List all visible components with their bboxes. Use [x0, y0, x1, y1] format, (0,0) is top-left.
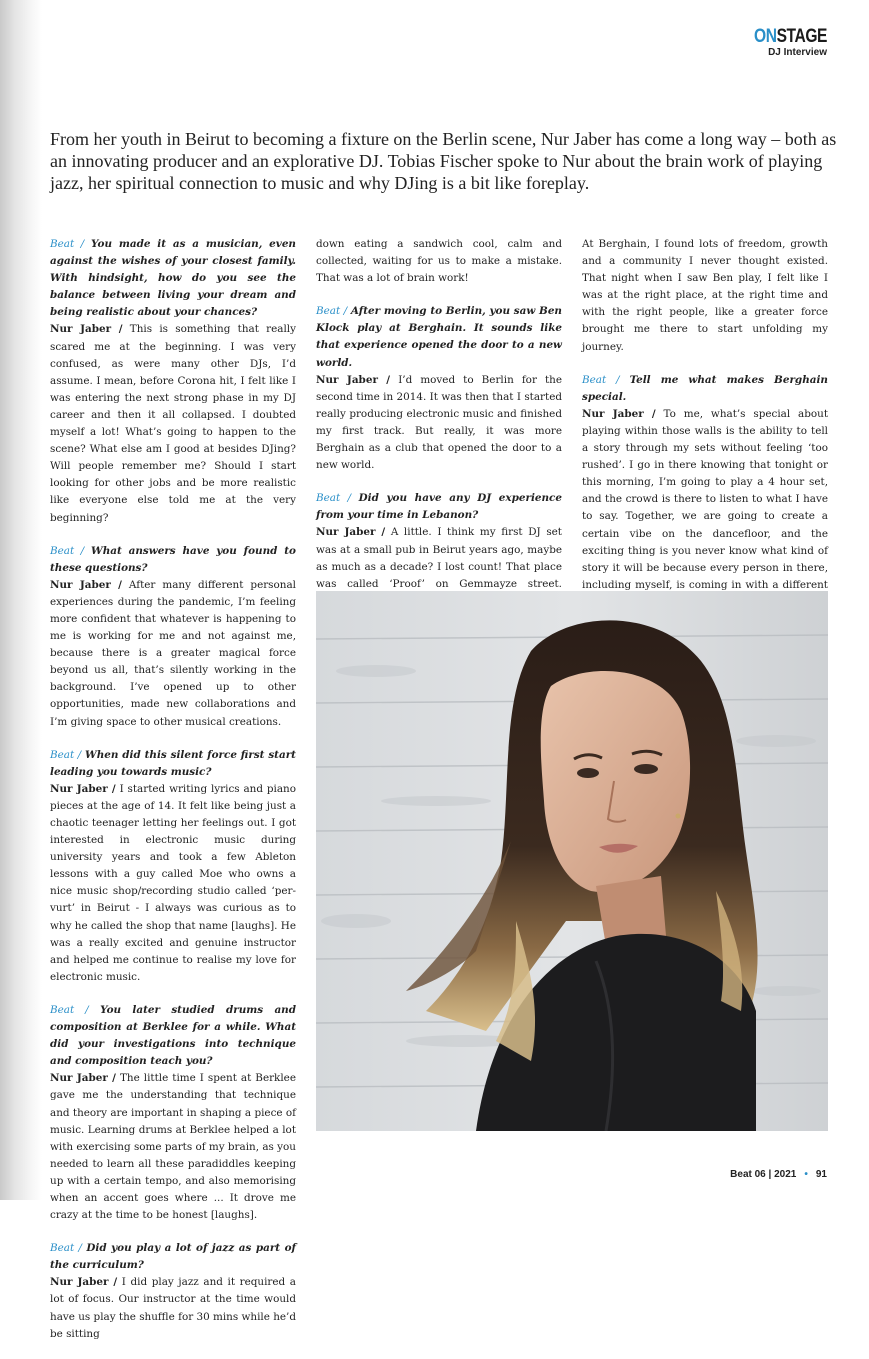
question: Beat / When did this silent force first start leading you towards music?: [50, 748, 296, 778]
qa-block: [316, 236, 562, 287]
page-number: 91: [815, 1169, 827, 1180]
qa-block: [316, 303, 562, 474]
qa-block: [50, 1240, 296, 1343]
answer: Nur Jaber / This is something that really scared me at the beginning. I was very confused, as were many other DJs, I’d assume. I mean, before Corona hit, I felt like I was entering the next strong phase in my DJ career and then it all collapsed. I doubted myself a lot! What’s going to happen to the scene? What else am I good at besides DJing? Will people remember me? Should I start looking for other jobs and be more realistic like everyone else told me at the very beginning?: [50, 323, 296, 524]
question: Beat / Did you play a lot of jazz as part of the curriculum?: [50, 1242, 296, 1272]
section-label: DJ Interview: [768, 47, 827, 58]
answer: Nur Jaber / I’d moved to Berlin for the second time in 2014. It was then that I started really producing electronic music and finished my first track. But really, it was more Berghain as a club that opened the door to a new world.: [316, 373, 562, 472]
answer: Nur Jaber / To me, what’s special about playing within those walls is the ability to tell a story through my sets without feeling ‘too rushed’. I go in there knowing that tonight or this morning, I’m going to play a 4 hour set, and the crowd is there to listen to what I have to say. Together, we are going to create a certain vibe on the dancefloor, and the exciting thing is you never know what kind of story it will be because every person in there, including myself, is coming in with a different: [582, 407, 828, 591]
text-column-1: [50, 236, 296, 1359]
left-eye: [577, 768, 599, 778]
answer-continued: At Berghain, I found lots of freedom, growth and a community I never thought existed. That night when I saw Ben play, I felt like I was at the right place, at the right time and with the right people, like a greater force brought me there to start unfolding my journey.: [582, 238, 828, 353]
section-brand: ONSTAGE: [753, 26, 827, 47]
page-spine-shadow: [0, 0, 42, 1200]
article-intro: From her youth in Beirut to becoming a fixture on the Berlin scene, Nur Jaber has come a long way – both as an innovating producer and an explorative DJ. Tobias Fischer spoke to Nur about the brain work of playing jazz, her spiritual connection to music and why DJing is a bit like foreplay.: [50, 129, 837, 193]
question: Beat / You made it as a musician, even against the wishes of your closest family. With hindsight, how do you see the balance between living your dream and being realistic about your chances?: [50, 238, 296, 319]
answer: Nur Jaber / A little. I think my first DJ set was at a small pub in Beirut years ago, maybe as much as a decade? I lost count! That place was called ‘Proof’ on Gemmayze street.: [316, 526, 562, 590]
answer: Nur Jaber / After many different personal experiences during the pandemic, I’m feeling more confident that whatever is happening to me is working for me and not against me, because there is a greater magical force beyond us all, that’s silently working in the background. I’ve opened up to other opportunities, made new collaborations and I’m giving space to other musical creations.: [50, 578, 296, 728]
portrait-photo: [316, 591, 828, 1131]
qa-block: [50, 1002, 296, 1224]
right-eye: [634, 764, 658, 774]
page-header: [738, 27, 827, 59]
answer-continued: down eating a sandwich cool, calm and collected, waiting for us to make a mistake. That was a lot of brain work!: [316, 238, 562, 285]
issue-label: Beat 06 | 2021: [730, 1169, 797, 1180]
earring: [676, 814, 681, 819]
answer: Nur Jaber / I started writing lyrics and piano pieces at the age of 14. It felt like being just a chaotic teenager letting her feelings out. I got interested in electronic music during university years and took a few Ableton lessons with a guy called Moe who owns a nice music shop/recording studio called ‘per-vurt’ in Beirut - I always was curious as to why he called the shop that name [laughs]. He was a really excited and genuine instructor and helped me continue to realise my love for electronic music.: [50, 782, 296, 983]
question: Beat / After moving to Berlin, you saw Ben Klock play at Berghain. It sounds like that experience opened the door to a new world.: [316, 305, 562, 369]
question: Beat / You later studied drums and composition at Berklee for a while. What did your investigations into technique and composition teach you?: [50, 1003, 296, 1068]
answer: Nur Jaber / I did play jazz and it required a lot of focus. Our instructor at the time would have us play the shuffle for 30 mins while he’d be sitting: [50, 1276, 296, 1340]
question: Beat / Tell me what makes Berghain special.: [582, 373, 828, 403]
qa-block: [50, 236, 296, 527]
portrait-illustration: [316, 591, 828, 1131]
page-footer: [730, 1169, 827, 1180]
separator-dot: •: [804, 1169, 808, 1180]
question: Beat / Did you have any DJ experience from your time in Lebanon?: [316, 492, 562, 522]
qa-block: [50, 747, 296, 986]
question: Beat / What answers have you found to these questions?: [50, 544, 296, 574]
answer: Nur Jaber / The little time I spent at Berklee gave me the understanding that technique and theory are important in shaping a piece of music. Learning drums at Berklee helped a lot with exercising some parts of my brain, as you needed to learn all these paradiddles keeping up with a certain tempo, and also memorising when an accent goes where ... It drove me crazy at the time to be honest [laughs].: [50, 1072, 296, 1222]
qa-block: [50, 543, 296, 731]
qa-block: [582, 236, 828, 356]
